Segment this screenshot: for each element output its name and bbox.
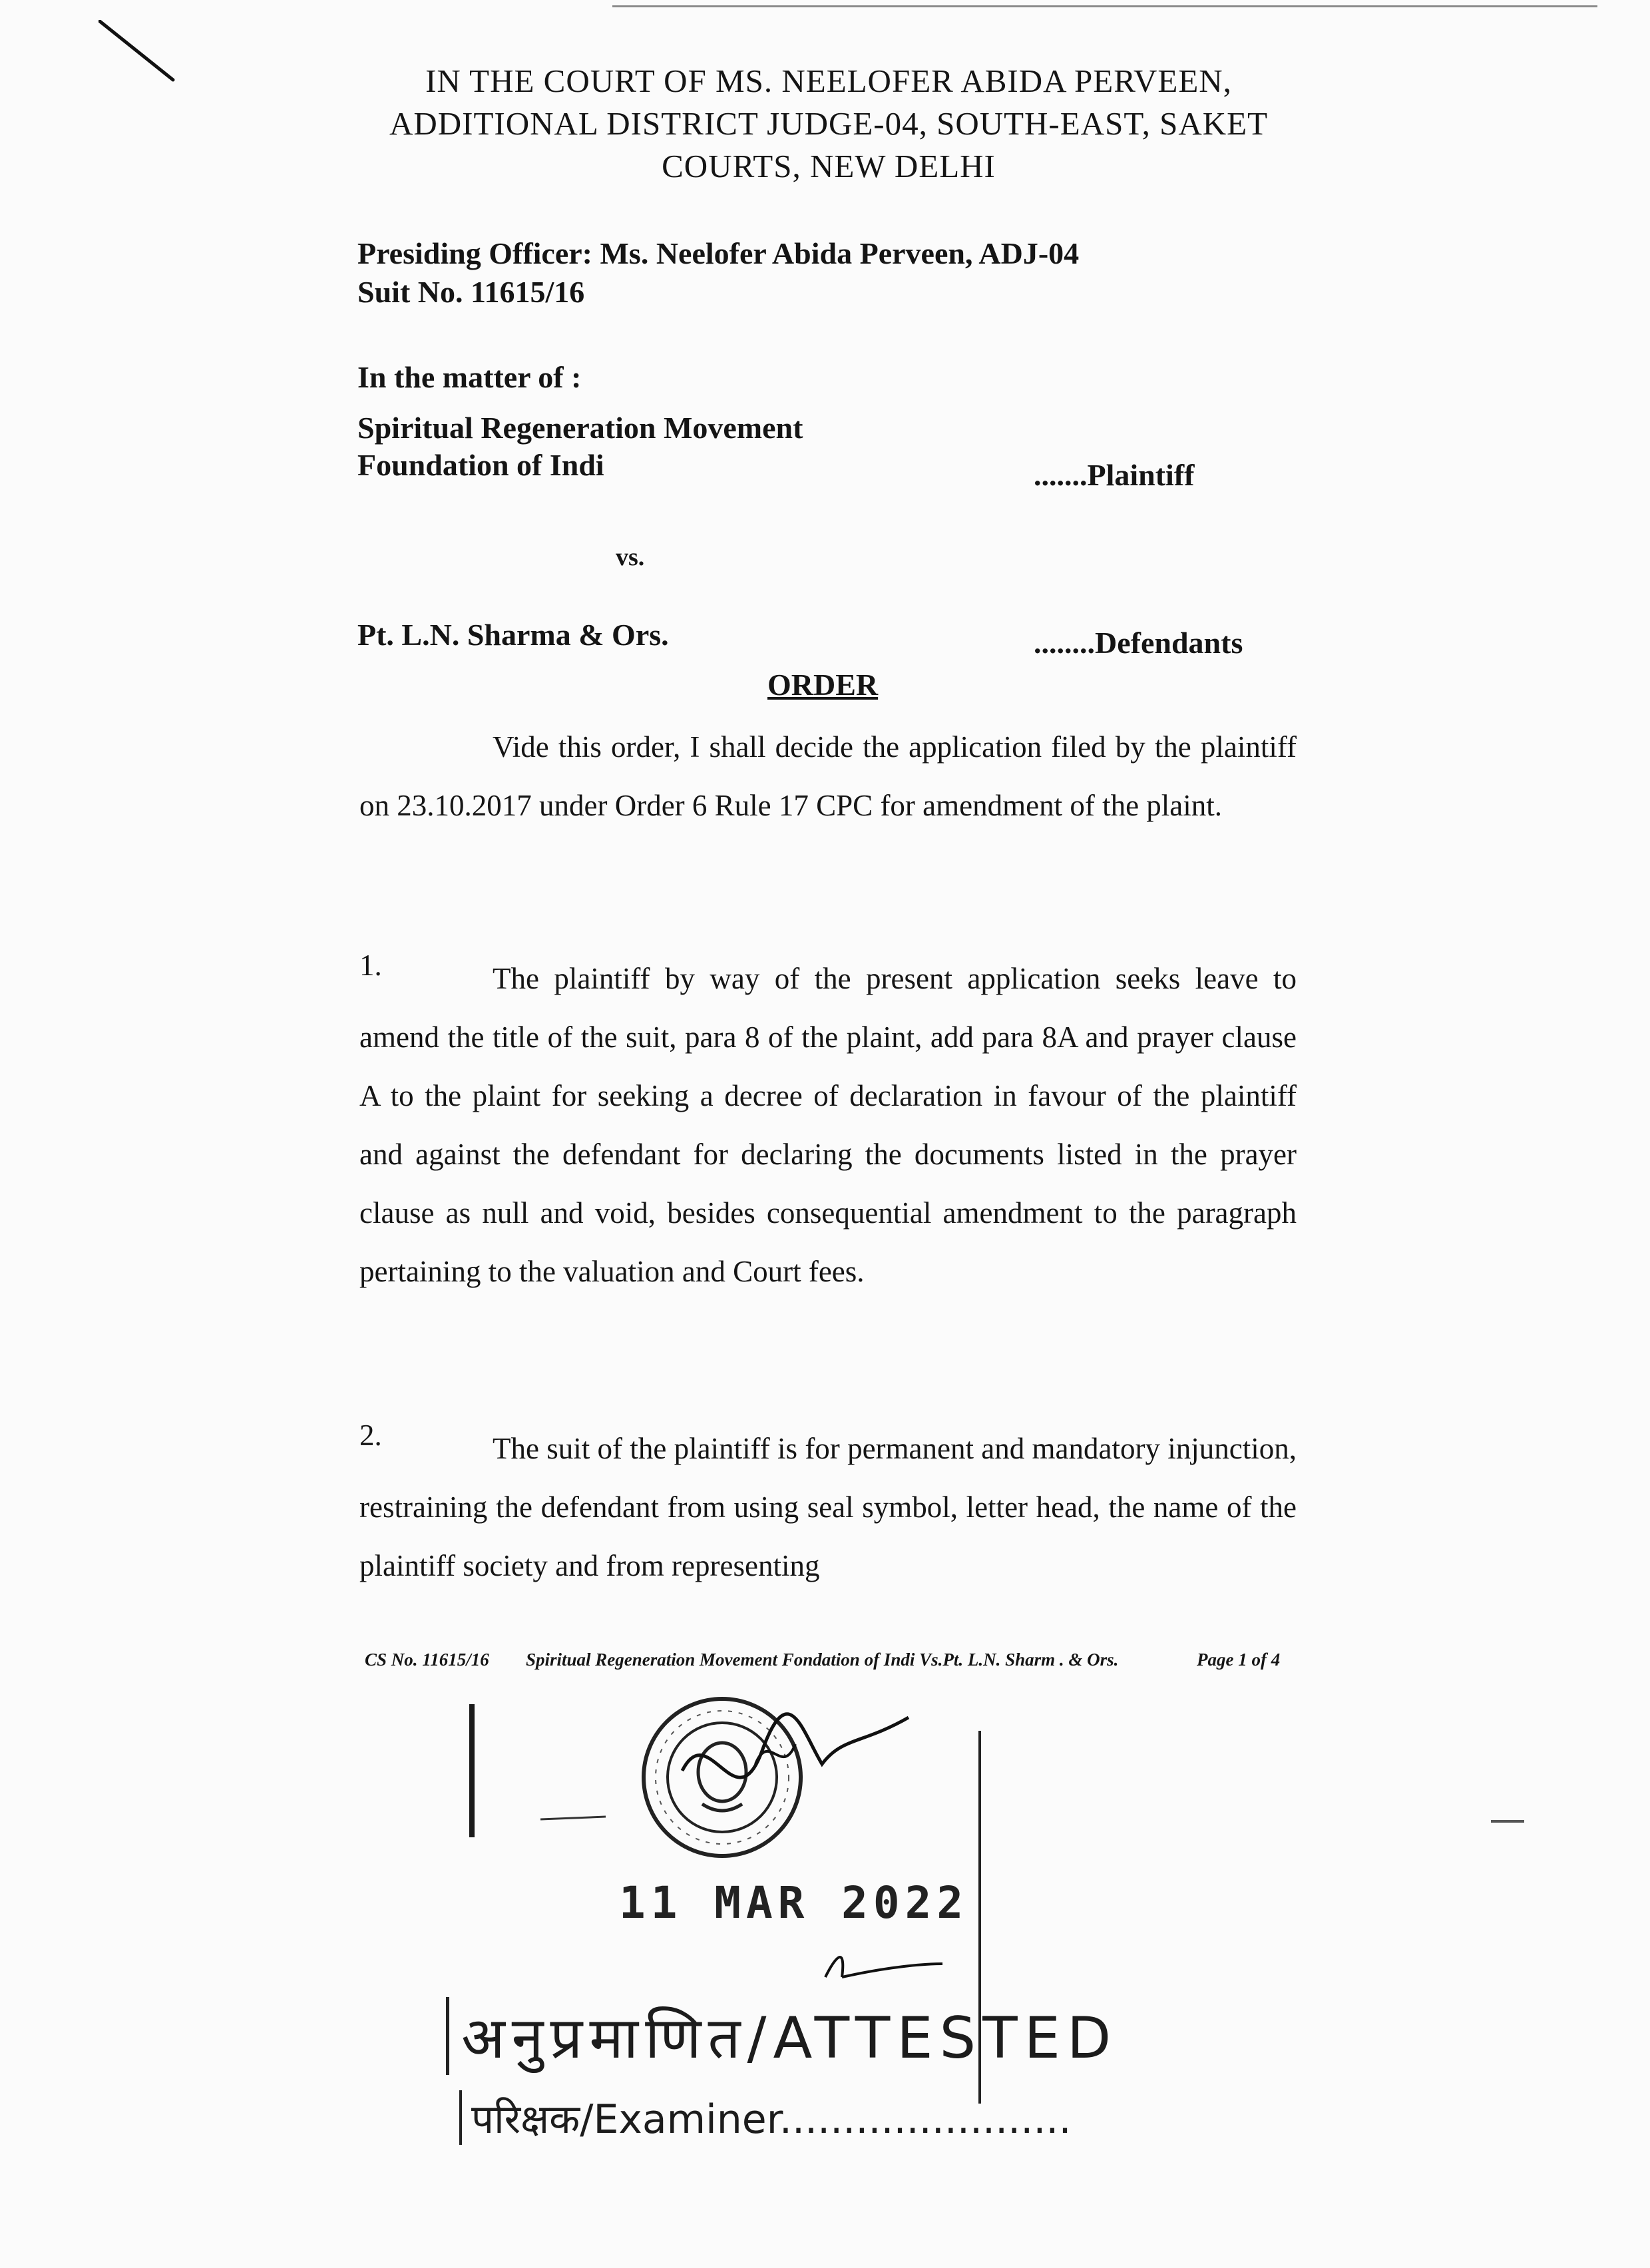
paragraph-1-number: 1.: [359, 949, 382, 982]
matter-label: In the matter of :: [357, 360, 582, 394]
stamp-bracket-bar: [469, 1704, 475, 1837]
court-header-line-2: ADDITIONAL DISTRICT JUDGE-04, SOUTH-EAST, SAKET: [389, 105, 1268, 142]
defendant-name: Pt. L.N. Sharma & Ors.: [357, 618, 669, 652]
footer-case-title: Spiritual Regeneration Movement Fondation of Indi Vs.Pt. L.N. Sharm . & Ors.: [526, 1650, 1119, 1670]
pen-dash-mark: [539, 1807, 612, 1827]
presiding-officer-line: [357, 234, 1079, 273]
paragraph-1-text: The plaintiff by way of the present application seeks leave to amend the title of the suit, para 8 of the plaint, add para 8A and prayer clause A to the plaint for seeking a decree of declaration in favour of the plaintiff and against the defendant for declaring the documents listed in the prayer clause as null and void, besides consequential amendment to the paragraph pertaining to the valuation and Court fees.: [359, 962, 1297, 1288]
presiding-officer-label: Presiding Officer:: [357, 236, 592, 270]
suit-number: Suit No. 11615/16: [357, 275, 585, 309]
plaintiff-role: .......Plaintiff: [1034, 458, 1195, 492]
presiding-officer-value: Ms. Neelofer Abida Perveen, ADJ-04: [600, 236, 1080, 270]
pen-stroke-mark: [99, 20, 178, 87]
versus-label: vs.: [616, 543, 645, 571]
defendant-role: ........Defendants: [1034, 626, 1243, 660]
scan-edge-line: [612, 5, 1597, 7]
paragraph-2-number: 2.: [359, 1419, 382, 1452]
margin-dash: [1491, 1820, 1524, 1823]
footer-case-number: CS No. 11615/16: [365, 1650, 489, 1670]
court-header-line-1: IN THE COURT OF MS. NEELOFER ABIDA PERVEEN,: [425, 63, 1232, 99]
paragraph-2: [359, 1419, 1297, 1595]
date-stamp: 11 MAR 2022: [619, 1877, 969, 1928]
footer-page-number: Page 1 of 4: [1197, 1650, 1281, 1670]
plaintiff-name-line-2: Foundation of Indi: [357, 448, 604, 482]
court-header-line-3: COURTS, NEW DELHI: [662, 148, 996, 184]
paragraph-1: [359, 949, 1297, 1301]
initial-mark: [812, 1944, 945, 1984]
order-intro-text: Vide this order, I shall decide the application filed by the plaintiff on 23.10.2017 under Order 6 Rule 17 CPC for amendment of the plaint.: [359, 730, 1297, 822]
court-header: [293, 60, 1364, 188]
court-seal-with-signature: [622, 1691, 915, 1891]
order-title: ORDER: [767, 668, 879, 702]
attested-stamp-text: अनुप्रमाणित/ATTESTED: [446, 1997, 1118, 2075]
paragraph-2-text: The suit of the plaintiff is for permanent and mandatory injunction, restraining the defendant from using seal symbol, letter head, the name of the plaintiff society and from representing: [359, 1432, 1297, 1582]
order-intro-paragraph: [359, 718, 1297, 835]
examiner-stamp-text: परिक्षक/Examiner.......................: [459, 2090, 1072, 2145]
plaintiff-name-line-1: Spiritual Regeneration Movement: [357, 411, 803, 445]
